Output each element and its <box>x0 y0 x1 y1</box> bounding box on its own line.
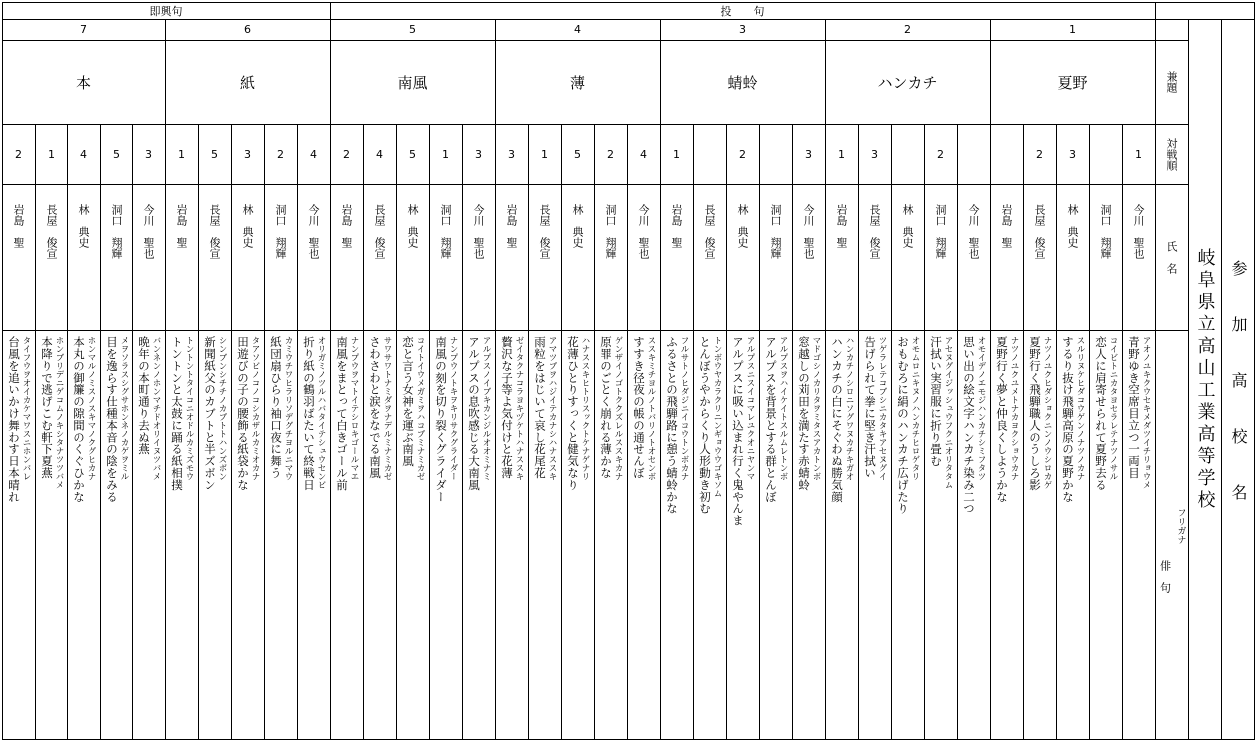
haiku-furigana: ナツノユクヒダショクニンノウシロカゲ <box>1042 336 1052 489</box>
member-name <box>990 204 1023 330</box>
haiku-label: 俳 句 <box>1158 560 1172 593</box>
haiku-furigana: サワサワトナミダヲナデルミナミカゼ <box>382 336 392 481</box>
member-name <box>100 204 133 330</box>
member-name-text: 林 典史 <box>406 204 419 248</box>
round-theme: ハンカチ <box>877 73 938 92</box>
haiku-text: 恋と言う女神を運ぶ南風 <box>401 336 415 467</box>
haiku-furigana: シンブンシチチノカブトトハンズボン <box>217 336 227 481</box>
haiku-text: さわさわと涙をなでる南風 <box>368 336 382 479</box>
haiku-furigana: アルプスヲハイケイトスルムレトンボ <box>778 336 788 481</box>
member-name <box>231 204 264 330</box>
match-order: 5 <box>574 147 581 161</box>
round-number: 2 <box>904 23 911 36</box>
member-name-text: 林 典史 <box>1066 204 1079 248</box>
match-order: 2 <box>1036 147 1043 161</box>
school-name: 岐阜県立高山工業高等学校 <box>1194 248 1216 512</box>
haiku-furigana: ハナススキヒトリスックトケナゲナリ <box>580 336 590 481</box>
haiku-furigana: トンボウヤカラクリニンギョウウゴキソム <box>712 336 722 498</box>
match-order: 3 <box>475 147 482 161</box>
haiku-furigana: ツゲラレテコブシニカタキアセヌグイ <box>877 336 887 481</box>
haiku-text: 贅沢な子等よ気付けと花薄 <box>500 336 514 479</box>
haiku-furigana: ハンカチノシロニソグワヌカチキガオ <box>844 336 854 481</box>
match-order: 1 <box>541 147 548 161</box>
haiku-text: 青野ゆき空席目立つ一両目 <box>1127 336 1141 479</box>
haiku-text: 本丸の御簾の隙間のくぐひかな <box>72 336 86 503</box>
haiku-text: 花薄ひとりすっくと健気なり <box>566 336 580 491</box>
match-order: 2 <box>739 147 746 161</box>
haiku-text: 原罪のごとく崩れる薄かな <box>599 336 613 479</box>
haiku-text: 台風を追いかけ舞わす日本晴れ <box>7 336 21 503</box>
haiku-text: ハンカチの白にそぐわぬ勝気顔 <box>830 336 844 503</box>
round-number: 5 <box>409 23 416 36</box>
haiku-text: おもむろに絹のハンカチ広げたり <box>896 336 910 515</box>
haiku-text: 南風の刻を切り裂くグライダー <box>434 336 448 503</box>
match-order: 4 <box>80 147 87 161</box>
taisen-label: 対戦順 <box>1165 137 1178 171</box>
member-name <box>957 204 990 330</box>
match-order: 3 <box>805 147 812 161</box>
member-name-text: 今川 聖也 <box>142 204 155 259</box>
match-order: 5 <box>211 147 218 161</box>
member-name <box>165 204 198 330</box>
member-name <box>462 204 495 330</box>
member-name <box>858 204 891 330</box>
haiku-text: 南風をまとって白きゴール前 <box>335 336 349 491</box>
member-name <box>825 204 858 330</box>
member-name-text: 洞口 翔輝 <box>274 204 287 259</box>
haiku-furigana: オモイデノエモジハンカチシミフタツ <box>976 336 986 481</box>
haiku-furigana: ホンブリデニゲコムノキシタナツツバメ <box>54 336 64 489</box>
h-rule <box>2 330 1188 331</box>
match-order: 3 <box>508 147 515 161</box>
round-theme: 紙 <box>239 73 255 92</box>
haiku-text: 恋人に肩寄せられて夏野去る <box>1094 336 1108 491</box>
member-name-text: 今川 聖也 <box>802 204 815 259</box>
member-name-text: 林 典史 <box>77 204 90 248</box>
sokkyoku-header: 即興句 <box>149 4 183 18</box>
member-name <box>627 204 660 330</box>
match-order: 3 <box>145 147 152 161</box>
haiku-text: 目を逸らす仕種本音の陰をみる <box>105 336 119 503</box>
haiku-text: とんぼうやからくり人形動き初む <box>698 336 712 515</box>
round-number: 6 <box>244 23 251 36</box>
member-name <box>693 204 726 330</box>
member-name-text: 岩島 聖 <box>340 204 353 248</box>
match-order: 5 <box>113 147 120 161</box>
haiku-furigana: バンネンノホンマチドオリイヌツバメ <box>151 336 161 481</box>
member-name <box>1056 204 1089 330</box>
match-order: 2 <box>277 147 284 161</box>
match-order: 2 <box>15 147 22 161</box>
haiku-furigana: タアソビノコノコシカザルカミオカナ <box>250 336 260 481</box>
match-order <box>693 124 726 184</box>
round-theme: 南風 <box>397 73 428 92</box>
member-name-text: 洞口 翔輝 <box>604 204 617 259</box>
round-number: 1 <box>1069 23 1076 36</box>
member-name-text: 林 典史 <box>736 204 749 248</box>
haiku-furigana: マドゴシノカリタヲミタスアカトンボ <box>811 336 821 481</box>
member-name-text: 洞口 翔輝 <box>934 204 947 259</box>
member-name-text: 今川 聖也 <box>307 204 320 259</box>
member-name-text: 洞口 翔輝 <box>110 204 123 259</box>
haiku-furigana: コイビトニカタヨセラレテナツノサル <box>1108 336 1118 481</box>
haiku-furigana: ナンプウノトキヲキリサクグライダー <box>448 336 458 481</box>
haiku-text: アルプスの息吹感じる大南風 <box>467 336 481 491</box>
haiku-text: すすき径夜の帳の通せんぼ <box>632 336 646 479</box>
member-name <box>1122 204 1155 330</box>
member-name-text: 長屋 俊宣 <box>868 204 881 259</box>
match-order <box>990 124 1023 184</box>
match-order: 2 <box>343 147 350 161</box>
member-name <box>429 204 462 330</box>
round-theme: 蜻蛉 <box>727 73 758 92</box>
member-name-text: 洞口 翔輝 <box>1099 204 1112 259</box>
haiku-text: 夏野行く夢と仲良くしようかな <box>995 336 1009 503</box>
haiku-text: 雨粒をはじいて哀し花尾花 <box>533 336 547 479</box>
haiku-furigana: コイトイウメガミヲハコブミナミカゼ <box>415 336 425 481</box>
member-name-text: 今川 聖也 <box>967 204 980 259</box>
haiku-furigana: オリガミノツルハバタイテシュウセンビ <box>316 336 326 489</box>
match-order: 1 <box>442 147 449 161</box>
member-name <box>495 204 528 330</box>
member-name <box>891 204 924 330</box>
member-name-text: 長屋 俊宣 <box>1033 204 1046 259</box>
match-order: 5 <box>409 147 416 161</box>
member-name-text: 長屋 俊宣 <box>538 204 551 259</box>
haiku-furigana: トントントタイコニオドルカミズモウ <box>184 336 194 481</box>
haiku-text: ふるさとの飛騨路に憩う蜻蛉かな <box>665 336 679 515</box>
shimei-label: 氏 名 <box>1165 240 1178 274</box>
haiku-text: 汗拭い実習服に折り畳む <box>929 336 943 467</box>
member-name-text: 長屋 俊宣 <box>703 204 716 259</box>
member-name <box>297 204 330 330</box>
haiku-furigana: カミウチワヒラリソデグチヨルニマウ <box>283 336 293 481</box>
haiku-furigana: オモムロニキヌノハンカチヒロゲタリ <box>910 336 920 481</box>
member-name-text: 岩島 聖 <box>505 204 518 248</box>
haiku-furigana: ゲンザイノゴトククズレルススキカナ <box>613 336 623 481</box>
match-order: 4 <box>310 147 317 161</box>
haiku-furigana: スルリヌケヒダコウゲンノナツノカナ <box>1075 336 1085 481</box>
round-theme: 薄 <box>569 73 585 92</box>
member-name-text: 長屋 俊宣 <box>45 204 58 259</box>
member-name-text: 林 典史 <box>901 204 914 248</box>
match-order: 3 <box>1069 147 1076 161</box>
haiku-furigana: ホンマルノミスノスキマノクグヒカナ <box>86 336 96 481</box>
member-name <box>924 204 957 330</box>
member-name <box>198 204 231 330</box>
round-theme: 夏野 <box>1057 73 1088 92</box>
match-order <box>891 124 924 184</box>
member-name <box>330 204 363 330</box>
member-name <box>2 204 35 330</box>
haiku-furigana: アルプスノイブキカンジルオオミナミ <box>481 336 491 481</box>
haiku-furigana: アオノユキクウセキメダツイチリョウメ <box>1141 336 1151 489</box>
match-order: 4 <box>640 147 647 161</box>
member-name-text: 今川 聖也 <box>472 204 485 259</box>
haiku-text: 晩年の本町通り去ぬ燕 <box>137 336 151 455</box>
member-name <box>264 204 297 330</box>
match-order: 1 <box>48 147 55 161</box>
haiku-furigana: メヲソラスシグサホンネノカゲヲミル <box>119 336 129 481</box>
sanka-label: 参 加 高 校 名 <box>1229 260 1248 512</box>
member-name-text: 洞口 翔輝 <box>439 204 452 259</box>
haiku-furigana: アマツブヲハジイテカナシハナススキ <box>547 336 557 481</box>
member-name <box>561 204 594 330</box>
member-name-text: 岩島 聖 <box>12 204 25 248</box>
member-name <box>67 204 100 330</box>
haiku-furigana: フルサトノヒダジニイコウトンボカナ <box>679 336 689 481</box>
member-name-text: 洞口 翔輝 <box>769 204 782 259</box>
haiku-text: 紙団扇ひらり袖口夜に舞う <box>269 336 283 479</box>
haiku-furigana: タイフウヲオイカケマワスニホンバレ <box>21 336 31 481</box>
haiku-text: アルプスを背景とする群とんぼ <box>764 336 778 503</box>
member-name-text: 岩島 聖 <box>670 204 683 248</box>
member-name <box>594 204 627 330</box>
member-name <box>660 204 693 330</box>
round-number: 3 <box>739 23 746 36</box>
match-order: 3 <box>244 147 251 161</box>
haiku-furigana: アセヌグイジッシュウフクニオリタタム <box>943 336 953 489</box>
haiku-text: 新聞紙父のカブトと半ズボン <box>203 336 217 491</box>
match-order: 1 <box>1135 147 1142 161</box>
match-order <box>1089 124 1122 184</box>
haiku-text: 思い出の絵文字ハンカチ染み二つ <box>962 336 976 515</box>
match-order: 1 <box>673 147 680 161</box>
haiku-furigana: ナンプウヲマトイテシロキゴールマエ <box>349 336 359 481</box>
haiku-text: 折り紙の鶴羽ばたいて終戦日 <box>302 336 316 491</box>
member-name <box>792 204 825 330</box>
member-name-text: 岩島 聖 <box>1000 204 1013 248</box>
haiku-text: するり抜け飛騨高原の夏野かな <box>1061 336 1075 503</box>
member-name <box>35 204 68 330</box>
haiku-text: アルプスに吸い込まれ行く鬼やんま <box>731 336 745 527</box>
member-name-text: 林 典史 <box>241 204 254 248</box>
match-order: 1 <box>838 147 845 161</box>
match-order: 2 <box>607 147 614 161</box>
match-order: 1 <box>178 147 185 161</box>
member-name <box>132 204 165 330</box>
haiku-furigana: ゼイタクナコラヨキヅケトハナススキ <box>514 336 524 481</box>
member-name-text: 岩島 聖 <box>835 204 848 248</box>
member-name-text: 今川 聖也 <box>637 204 650 259</box>
member-name-text: 今川 聖也 <box>1132 204 1145 259</box>
member-name-text: 岩島 聖 <box>175 204 188 248</box>
haiku-furigana: ススキミチヨルノトバリノトオセンボ <box>646 336 656 481</box>
member-name <box>396 204 429 330</box>
member-name-text: 長屋 俊宣 <box>208 204 221 259</box>
member-name <box>1089 204 1122 330</box>
member-name-text: 長屋 俊宣 <box>373 204 386 259</box>
haiku-text: 夏野行く飛騨職人のうしろ影 <box>1028 336 1042 491</box>
match-order <box>759 124 792 184</box>
kendai-label: 兼題 <box>1165 71 1178 93</box>
match-order: 2 <box>937 147 944 161</box>
h-rule <box>2 184 1188 185</box>
member-name-text: 林 典史 <box>571 204 584 248</box>
round-number: 7 <box>80 23 87 36</box>
haiku-text: トントンと太鼓に踊る紙相撲 <box>170 336 184 491</box>
haiku-text: 田遊びの子の腰飾る紙袋かな <box>236 336 250 491</box>
member-name <box>726 204 759 330</box>
haiku-furigana: ナツノユクユメトナカヨクショウカナ <box>1009 336 1019 481</box>
member-name <box>528 204 561 330</box>
round-theme: 本 <box>75 73 91 92</box>
member-name <box>363 204 396 330</box>
member-name <box>759 204 792 330</box>
member-name <box>1023 204 1056 330</box>
haiku-furigana: アルプスニスイコマレユクオニヤンマ <box>745 336 755 481</box>
match-order <box>957 124 990 184</box>
match-order: 4 <box>376 147 383 161</box>
round-number: 4 <box>574 23 581 36</box>
furigana-label: フリガナ <box>1175 508 1186 544</box>
haiku-text: 告げられて拳に堅き汗拭い <box>863 336 877 479</box>
toku-header: 投 句 <box>720 4 765 18</box>
haiku-text: 窓越しの苅田を満たす赤蜻蛉 <box>797 336 811 491</box>
match-order: 3 <box>871 147 878 161</box>
haiku-text: 本降りで逃げこむ軒下夏燕 <box>40 336 54 479</box>
